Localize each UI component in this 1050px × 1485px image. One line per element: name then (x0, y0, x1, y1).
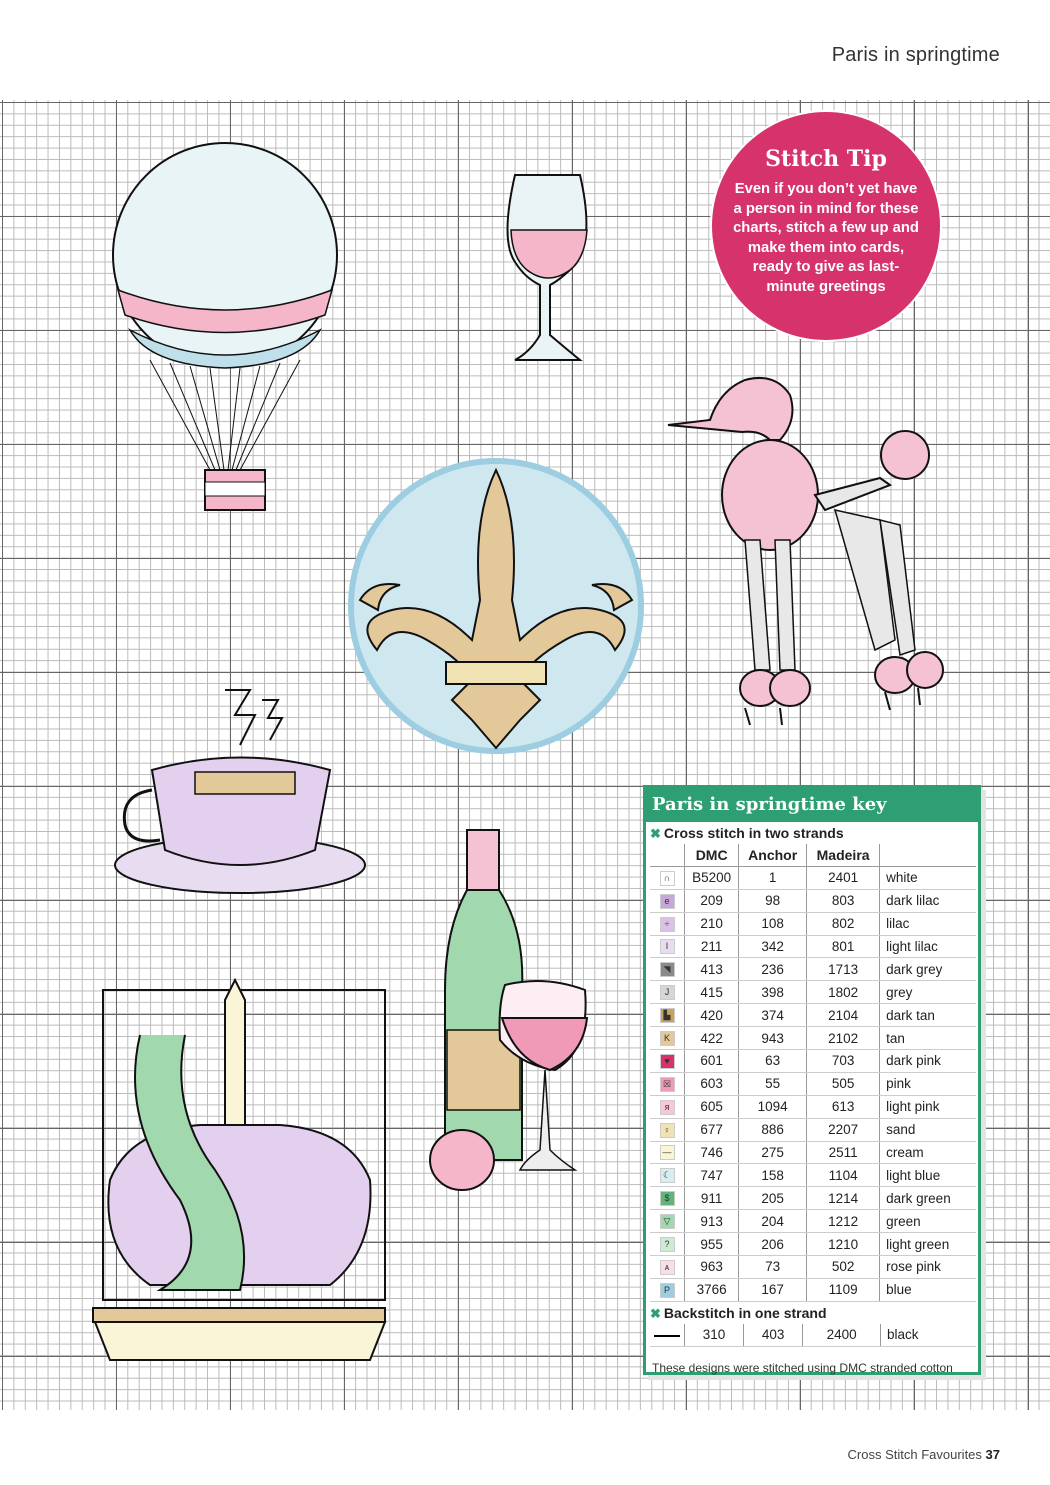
dmc-code: 601 (685, 1050, 739, 1073)
thread-row (650, 1072, 976, 1095)
anchor-code: 374 (739, 1004, 807, 1027)
thread-colour-name: green (880, 1210, 976, 1233)
stitch-tip-badge (712, 112, 940, 340)
dmc-code: 605 (685, 1095, 739, 1118)
anchor-code: 943 (739, 1027, 807, 1050)
thread-row (650, 1141, 976, 1164)
thread-colour-name: lilac (880, 912, 976, 935)
thread-swatch: I (660, 939, 675, 954)
thread-symbol (650, 935, 685, 958)
page-footer (848, 1447, 1000, 1462)
thread-swatch: e (660, 894, 675, 909)
thread-swatch: J (660, 985, 675, 1000)
thread-symbol (650, 981, 685, 1004)
dmc-code: 211 (685, 935, 739, 958)
dmc-code: 603 (685, 1072, 739, 1095)
dmc-code: 3766 (685, 1278, 739, 1301)
thread-symbol (650, 1278, 685, 1301)
thread-colour-name: white (880, 866, 976, 889)
section-title: Paris in springtime (831, 44, 1000, 66)
thread-row (650, 1118, 976, 1141)
anchor-code: 1094 (739, 1095, 807, 1118)
dmc-code: 955 (685, 1233, 739, 1256)
thread-swatch: P (660, 1283, 675, 1298)
fleur-de-lis-motif (351, 461, 641, 751)
thread-swatch: я (660, 1100, 675, 1115)
madeira-code: 1104 (807, 1164, 880, 1187)
thread-symbol (650, 1118, 685, 1141)
thread-row (650, 1050, 976, 1073)
thread-swatch: ♀ (660, 1123, 675, 1138)
madeira-code: 2104 (807, 1004, 880, 1027)
thread-row (650, 1095, 976, 1118)
thread-symbol (650, 1004, 685, 1027)
anchor-code: 167 (739, 1278, 807, 1301)
thread-key-title: Paris in springtime key (646, 788, 978, 822)
thread-colour-name: grey (880, 981, 976, 1004)
thread-swatch: ◥ (660, 962, 675, 977)
cross-mark-icon: ✖ (650, 1305, 661, 1321)
madeira-code: 1713 (807, 958, 880, 981)
madeira-code: 2400 (803, 1324, 881, 1346)
wine-bottle-motif (430, 830, 587, 1190)
thread-row (650, 1256, 976, 1279)
thread-row (650, 889, 976, 912)
dmc-code: 911 (685, 1187, 739, 1210)
thread-symbol (650, 1050, 685, 1073)
anchor-code: 886 (739, 1118, 807, 1141)
magazine-name: Cross Stitch Favourites (847, 1447, 982, 1462)
thread-row (650, 1027, 976, 1050)
dmc-code: 913 (685, 1210, 739, 1233)
backstitch-table (650, 1324, 976, 1347)
madeira-code: 1210 (807, 1233, 880, 1256)
madeira-code: 1214 (807, 1187, 880, 1210)
madeira-code: 802 (807, 912, 880, 935)
anchor-code: 55 (739, 1072, 807, 1095)
thread-row (650, 1187, 976, 1210)
thread-colour-name: blue (880, 1278, 976, 1301)
thread-swatch: $ (660, 1191, 675, 1206)
thread-colour-name: dark grey (880, 958, 976, 981)
anchor-code: 398 (739, 981, 807, 1004)
thread-note: These designs were stitched using DMC stranded cotton (652, 1360, 953, 1375)
thread-row (650, 1210, 976, 1233)
anchor-code: 98 (739, 889, 807, 912)
dmc-code: 413 (685, 958, 739, 981)
thread-symbol (650, 912, 685, 935)
poodle-motif (668, 378, 943, 725)
madeira-code: 2511 (807, 1141, 880, 1164)
madeira-code: 505 (807, 1072, 880, 1095)
anchor-code: 1 (739, 866, 807, 889)
madeira-code: 502 (807, 1256, 880, 1279)
thread-row (650, 981, 976, 1004)
dmc-column-header: DMC (685, 844, 739, 866)
madeira-code: 2207 (807, 1118, 880, 1141)
thread-symbol (650, 1164, 685, 1187)
stitch-tip-text: Even if you don’t yet have a person in mind for these charts, stitch a few up and make them into cards, ready to give as last-minute greetings (733, 181, 919, 295)
thread-symbol (650, 1187, 685, 1210)
dmc-code: 420 (685, 1004, 739, 1027)
thread-colour-name: pink (880, 1072, 976, 1095)
thread-swatch: K (660, 1031, 675, 1046)
dmc-code: 422 (685, 1027, 739, 1050)
thread-colour-name: dark green (880, 1187, 976, 1210)
thread-swatch: — (660, 1145, 675, 1160)
dmc-code: 677 (685, 1118, 739, 1141)
thread-colour-name: black (881, 1324, 976, 1346)
anchor-code: 73 (739, 1256, 807, 1279)
dmc-code: 310 (685, 1324, 744, 1346)
thread-symbol (650, 1027, 685, 1050)
anchor-code: 204 (739, 1210, 807, 1233)
madeira-code: 703 (807, 1050, 880, 1073)
stitch-tip-title: Stitch Tip (765, 146, 887, 172)
symbol-column-header (650, 844, 685, 866)
madeira-code: 1802 (807, 981, 880, 1004)
thread-colour-name: dark tan (880, 1004, 976, 1027)
thread-symbol (650, 1095, 685, 1118)
name-column-header (880, 844, 976, 866)
cross-stitch-heading: ✖ Cross stitch in two strands (650, 825, 844, 841)
thread-key-panel (643, 785, 981, 1375)
thread-symbol (650, 1141, 685, 1164)
anchor-code: 236 (739, 958, 807, 981)
teapot-motif (93, 980, 385, 1360)
thread-symbol (650, 866, 685, 889)
dmc-code: 746 (685, 1141, 739, 1164)
anchor-code: 403 (744, 1324, 803, 1346)
dmc-code: 209 (685, 889, 739, 912)
madeira-column-header: Madeira (807, 844, 880, 866)
madeira-code: 1212 (807, 1210, 880, 1233)
thread-symbol (650, 889, 685, 912)
thread-row (650, 958, 976, 981)
dmc-code: 747 (685, 1164, 739, 1187)
hot-air-balloon-motif (113, 143, 337, 510)
madeira-code: 1109 (807, 1278, 880, 1301)
dmc-code: B5200 (685, 866, 739, 889)
anchor-code: 342 (739, 935, 807, 958)
thread-colour-name: light pink (880, 1095, 976, 1118)
thread-swatch: ☾ (660, 1168, 675, 1183)
thread-row (650, 1233, 976, 1256)
thread-swatch: ÷ (660, 917, 675, 932)
backstitch-row (650, 1324, 976, 1346)
dmc-code: 963 (685, 1256, 739, 1279)
thread-colour-name: light lilac (880, 935, 976, 958)
thread-row (650, 912, 976, 935)
thread-symbol (650, 1233, 685, 1256)
thread-table (650, 844, 976, 1302)
madeira-code: 2401 (807, 866, 880, 889)
thread-swatch: ▽ (660, 1214, 675, 1229)
anchor-code: 205 (739, 1187, 807, 1210)
thread-row (650, 1164, 976, 1187)
thread-swatch: ▙ (660, 1008, 675, 1023)
thread-colour-name: light blue (880, 1164, 976, 1187)
anchor-code: 108 (739, 912, 807, 935)
thread-symbol (650, 958, 685, 981)
thread-row (650, 866, 976, 889)
teacup-motif (115, 690, 365, 893)
dmc-code: 210 (685, 912, 739, 935)
madeira-code: 2102 (807, 1027, 880, 1050)
thread-row (650, 1278, 976, 1301)
thread-symbol (650, 1072, 685, 1095)
cross-mark-icon: ✖ (650, 826, 661, 841)
thread-swatch: ? (660, 1237, 675, 1252)
thread-swatch: ☒ (660, 1077, 675, 1092)
wine-glass-motif (508, 175, 588, 360)
madeira-code: 801 (807, 935, 880, 958)
thread-colour-name: tan (880, 1027, 976, 1050)
thread-symbol (650, 1210, 685, 1233)
thread-swatch: ♥ (660, 1054, 675, 1069)
thread-colour-name: rose pink (880, 1256, 976, 1279)
backstitch-heading: ✖ Backstitch in one strand (650, 1304, 827, 1321)
thread-swatch: ∩ (660, 871, 675, 886)
anchor-code: 158 (739, 1164, 807, 1187)
thread-colour-name: light green (880, 1233, 976, 1256)
thread-colour-name: cream (880, 1141, 976, 1164)
backstitch-line-icon (650, 1324, 685, 1346)
anchor-code: 206 (739, 1233, 807, 1256)
thread-colour-name: dark pink (880, 1050, 976, 1073)
madeira-code: 803 (807, 889, 880, 912)
thread-colour-name: dark lilac (880, 889, 976, 912)
thread-colour-name: sand (880, 1118, 976, 1141)
anchor-code: 275 (739, 1141, 807, 1164)
thread-row (650, 935, 976, 958)
dmc-code: 415 (685, 981, 739, 1004)
madeira-code: 613 (807, 1095, 880, 1118)
thread-swatch: ᴀ (660, 1260, 675, 1275)
anchor-code: 63 (739, 1050, 807, 1073)
thread-symbol (650, 1256, 685, 1279)
page-number: 37 (985, 1447, 1000, 1462)
thread-row (650, 1004, 976, 1027)
anchor-column-header: Anchor (739, 844, 807, 866)
